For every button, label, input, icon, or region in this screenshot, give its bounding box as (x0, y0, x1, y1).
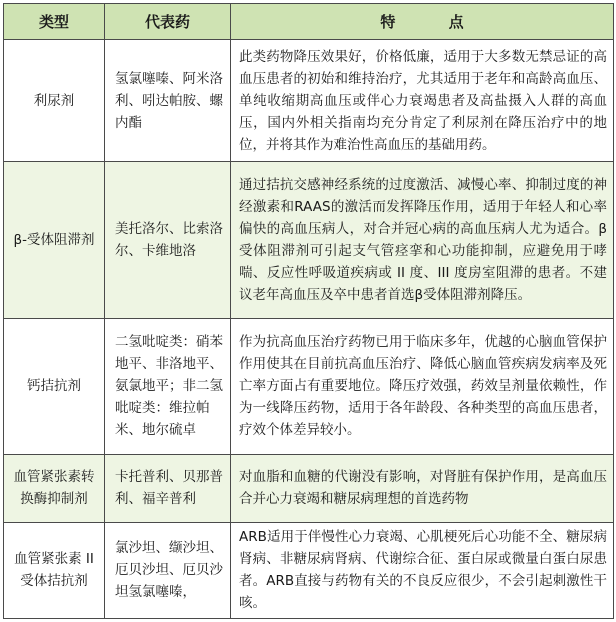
drug-features: 对血脂和血糖的代谢没有影响，对肾脏有保护作用，是高血压合并心力衰竭和糖尿病理想的首选药物 (231, 455, 614, 522)
drug-class: 钙拮抗剂 (4, 318, 105, 455)
representative-drugs: 卡托普利、贝那普利、福辛普利 (105, 455, 231, 522)
header-drugs: 代表药 (105, 4, 231, 40)
drug-class: 血管紧张素 II 受体拮抗剂 (4, 522, 105, 618)
table-row (4, 162, 614, 318)
drug-features: ARB适用于伴慢性心力衰竭、心肌梗死后心功能不全、糖尿病肾病、非糖尿病肾病、代谢综合征、蛋白尿或微量白蛋白尿患者。ARB直接与药物有关的不良反应很少，不会引起刺激性干咳。 (231, 522, 614, 618)
representative-drugs: 氯沙坦、缬沙坦、厄贝沙坦、厄贝沙坦氢氯噻嗪， (105, 522, 231, 618)
drug-features: 此类药物降压效果好，价格低廉，适用于大多数无禁忌证的高血压患者的初始和维持治疗，尤其适用于老年和高龄高血压、单纯收缩期高血压或伴心力衰竭患者及高盐摄入人群的高血压，国内外相关指南均充分肯定了利尿剂在降压治疗中的地位，并将其作为难治性高血压的基础用药。 (231, 40, 614, 162)
representative-drugs: 二氢吡啶类：硝苯地平、非洛地平、氨氯地平；非二氢吡啶类：维拉帕米、地尔硫卓 (105, 318, 231, 455)
drug-class: 利尿剂 (4, 40, 105, 162)
table-row (4, 455, 614, 522)
representative-drugs: 美托洛尔、比索洛尔、卡维地洛 (105, 162, 231, 318)
representative-drugs: 氢氯噻嗪、阿米洛利、吲达帕胺、螺内酯 (105, 40, 231, 162)
drug-features: 通过拮抗交感神经系统的过度激活、减慢心率、抑制过度的神经激素和RAAS的激活而发挥降压作用，适用于年轻人和心率偏快的高血压病人，对合并冠心病的高血压病人尤为适合。β受体阻滞剂可引起支气管痉挛和心功能抑制，应避免用于哮喘、反应性呼吸道疾病或 II 度、III 度房室阻滞的患者。不建议老年高血压及卒中患者首选β受体阻滞剂降压。 (231, 162, 614, 318)
table-row (4, 40, 614, 162)
drug-features: 作为抗高血压治疗药物已用于临床多年，优越的心脑血管保护作用使其在目前抗高血压治疗、降低心脑血管疾病发病率及死亡率方面占有重要地位。降压疗效强，药效呈剂量依赖性，作为一线降压药物，适用于各年龄段、各种类型的高血压患者，疗效个体差异较小。 (231, 318, 614, 455)
drug-class: β-受体阻滞剂 (4, 162, 105, 318)
header-row (4, 4, 614, 40)
header-type: 类型 (4, 4, 105, 40)
antihypertensive-table (3, 3, 614, 619)
drug-class: 血管紧张素转换酶抑制剂 (4, 455, 105, 522)
table-row (4, 522, 614, 618)
header-features: 特 点 (231, 4, 614, 40)
table-row (4, 318, 614, 455)
